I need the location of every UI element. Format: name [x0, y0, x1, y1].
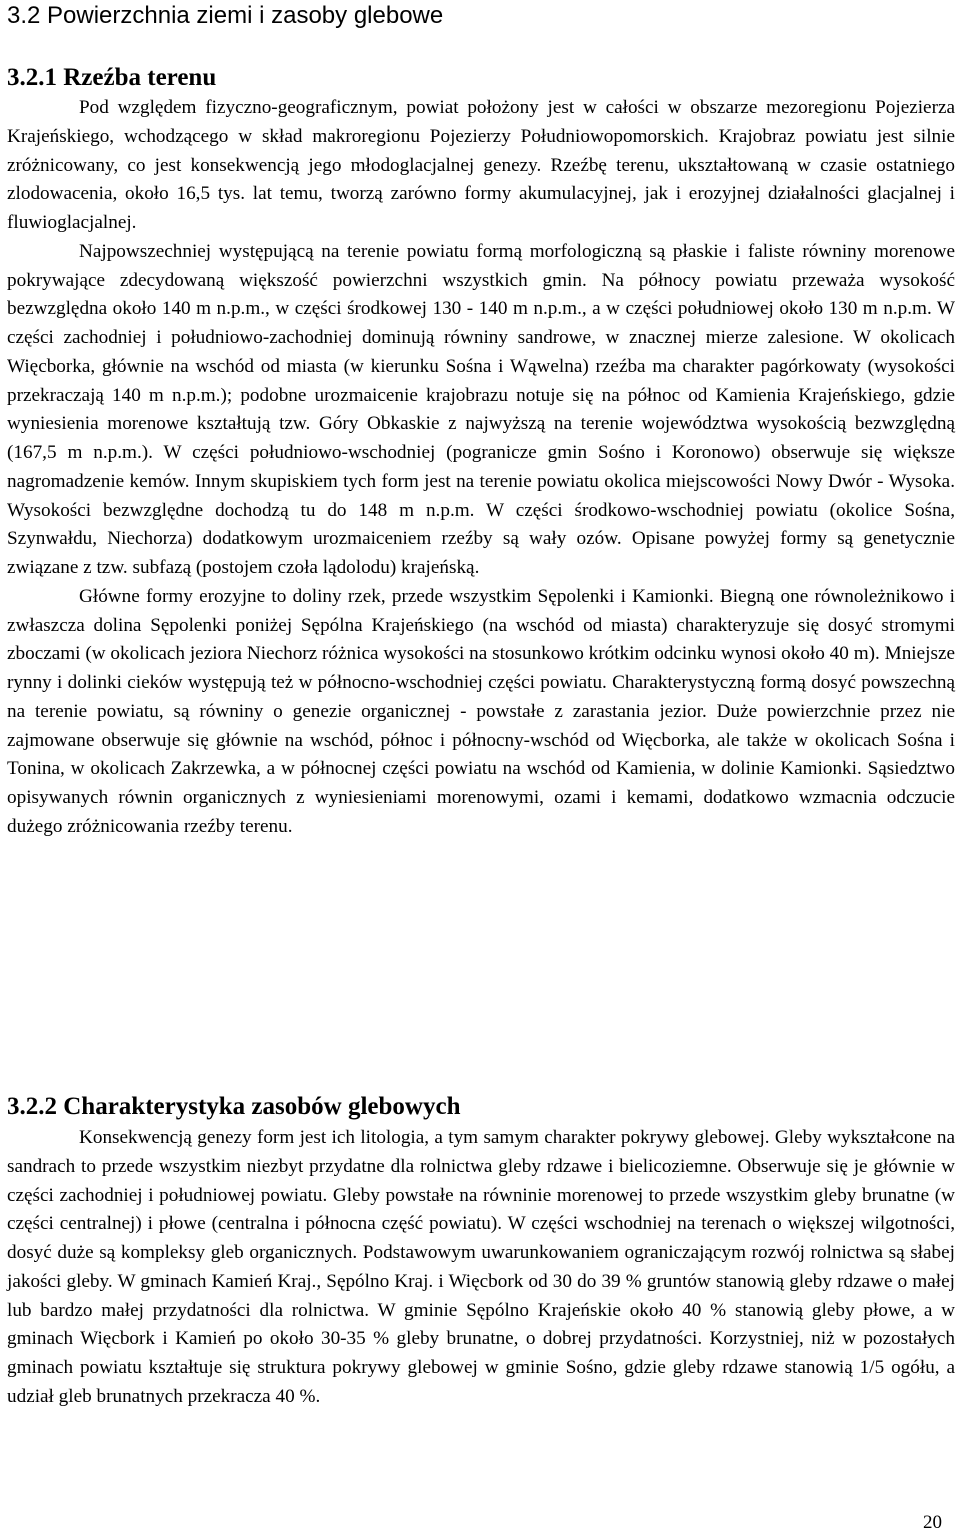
- page-number: 20: [923, 1512, 942, 1533]
- paragraph: Najpowszechniej występującą na terenie powiatu formą morfologiczną są płaskie i faliste równiny morenowe pokrywające zdecydowaną większość powierzchni wszystkich gmin. Na północy powiatu przeważa wysokość bezwzględna około 140 m n.p.m., w części środkowej 130 - 140 m n.p.m., a w części południowej około 130 m n.p.m. W części zachodniej i południowo-zachodniej dominują równiny sandrowe, w znacznej mierze zalesione. W okolicach Więcborka, głównie na wschód od miasta (w kierunku Sośna i Wąwelna) rzeźba ma charakter pagórkowaty (wysokości przekraczają 140 m n.p.m.); podobne urozmaicenie krajobrazu notuje się na północ od Kamienia Krajeńskiego, gdzie wyniesienia morenowe kształtują tzw. Góry Obkaskie z najwyższą na terenie województwa wysokością bezwzględną (167,5 m n.p.m.). W części południowo-wschodniej (pogranicze gmin Sośno i Koronowo) obserwuje się większe nagromadzenie kemów. Innym skupiskiem tych form jest na terenie powiatu okolica miejscowości Nowy Dwór - Wysoka. Wysokości bezwzględne dochodzą tu do 148 m n.p.m. W części środkowo-wschodniej powiatu (okolice Sośna, Szynwałdu, Niechorza) dodatkowym urozmaiceniem rzeźby są wały ozów. Opisane powyżej formy są genetycznie związane z tzw. subfazą (postojem czoła lądolodu) krajeńską.: [7, 240, 955, 578]
- section-heading: 3.2 Powierzchnia ziemi i zasoby glebowe: [7, 2, 444, 29]
- relief-text-block: [7, 94, 955, 842]
- soils-text-block: [7, 1124, 955, 1412]
- subsection-heading-relief: 3.2.1 Rzeźba terenu: [7, 64, 217, 91]
- paragraph: Konsekwencją genezy form jest ich litologia, a tym samym charakter pokrywy glebowej. Gleby wykształcone na sandrach to przede wszystkim niezbyt przydatne dla rolnictwa gleby rdzawe i bielicoziemne. Obserwuje się je głównie w części zachodniej i południowej powiatu. Gleby powstałe na równinie morenowej to przede wszystkim gleby brunatne (w części centralnej) i płowe (centralna i północna część powiatu). W części wschodniej na terenach o większej wilgotności, dosyć duże są kompleksy gleb organicznych. Podstawowym uwarunkowaniem ograniczającym rozwój rolnictwa są słabej jakości gleby. W gminach Kamień Kraj., Sępólno Kraj. i Więcbork od 30 do 39 % gruntów stanowią gleby rdzawe o małej lub bardzo małej przydatności dla rolnictwa. W gminie Sępólno Krajeńskie około 40 % stanowią gleby płowe, a w gminach Więcbork i Kamień po około 30-35 % gleby brunatne, o dobrej przydatności. Korzystniej, niż w pozostałych gminach powiatu kształtuje się struktura pokrywy glebowej w gminie Sośno, gdzie gleby rdzawe stanowią 1/5 ogółu, a udział gleb brunatnych przekracza 40 %.: [7, 1127, 955, 1407]
- paragraph: Pod względem fizyczno-geograficznym, powiat położony jest w całości w obszarze mezoregionu Pojezierza Krajeńskiego, wchodzącego w skład makroregionu Pojezierzy Południowopomorskich. Krajobraz powiatu jest silnie zróżnicowany, co jest konsekwencją jego młodoglacjalnej genezy. Rzeźbę terenu, ukształtowaną w czasie ostatniego zlodowacenia, około 16,5 tys. lat temu, tworzą zarówno formy akumulacyjnej, jak i erozyjnej działalności glacjalnej i fluwioglacjalnej.: [7, 97, 955, 233]
- paragraph: Główne formy erozyjne to doliny rzek, przede wszystkim Sępolenki i Kamionki. Biegną one równoleżnikowo i zwłaszcza dolina Sępolenki poniżej Sępólna Krajeńskiego (na wschód od miasta) charakteryzuje się dosyć stromymi zboczami (w okolicach jeziora Niechorz różnica wysokości na stosunkowo krótkim odcinku wynosi około 40 m). Mniejsze rynny i dolinki cieków występują też w północno-wschodniej części powiatu. Charakterystyczną formą dosyć powszechną na terenie powiatu, są równiny o genezie organicznej - powstałe z zarastania jezior. Duże powierzchnie przez nie zajmowane obserwuje się głównie na wschód, północ i północny-wschód od Więcborka, ale także w okolicach Sośna i Tonina, w okolicach Zakrzewka, a w północnej części powiatu na wschód od Kamienia, w dolinie Kamionki. Sąsiedztwo opisywanych równin organicznych z wyniesieniami morenowymi, ozami i kemami, dodatkowo wzmacnia odczucie dużego zróżnicowania rzeźby terenu.: [7, 585, 955, 837]
- subsection-heading-soils: 3.2.2 Charakterystyka zasobów glebowych: [7, 1093, 461, 1120]
